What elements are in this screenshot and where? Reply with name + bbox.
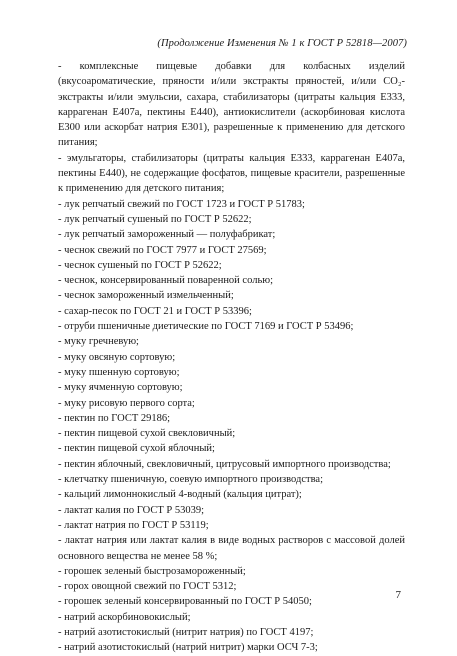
list-item: - муку ячменную сортовую; <box>58 382 183 394</box>
list-item: - лактат натрия или лактат калия в виде водных растворов с массовой долей основного вещества не менее 58 %; <box>58 535 405 562</box>
list-item: - натрий азотистокислый (натрий нитрит) марки ОСЧ 7-3; <box>58 642 318 654</box>
list-item: - отруби пшеничные диетические по ГОСТ 7169 и ГОСТ Р 53496; <box>58 321 354 333</box>
list-item: - пектин по ГОСТ 29186; <box>58 412 171 424</box>
list-item: - чеснок сушеный по ГОСТ Р 52622; <box>58 259 222 271</box>
list-item: - горошек зеленый быстрозамороженный; <box>58 565 246 577</box>
list-item: - пектин яблочный, свекловичный, цитрусовый импортного производства; <box>58 458 391 470</box>
page-number: 7 <box>395 589 401 601</box>
list-item: - лактат калия по ГОСТ Р 53039; <box>58 504 205 516</box>
list-item: - натрий азотистокислый (нитрит натрия) по ГОСТ 4197; <box>58 626 314 638</box>
list-item: - пектин пищевой сухой яблочный; <box>58 443 215 455</box>
list-item: - муку рисовую первого сорта; <box>58 397 195 409</box>
list-item: - горох овощной свежий по ГОСТ 5312; <box>58 581 237 593</box>
list-item: - чеснок свежий по ГОСТ 7977 и ГОСТ 27569; <box>58 244 267 256</box>
list-item: - муку гречневую; <box>58 336 139 348</box>
list-item: - комплексные пищевые добавки для колбасных изделий (вкусоароматические, пряности и/или экстракты пряностей, и/или CO₂-экстракты и/или эмульсии, сахара, стабилизаторы (цитраты кальция Е333, каррагенан Е407а, пектины Е440), антиокислители (аскорбиновая кислота Е300 или аскорбат натрия Е301), разрешенные к применению для детского питания; <box>58 61 405 149</box>
list-item: - чеснок замороженный измельченный; <box>58 290 234 302</box>
list-item: - пектин пищевой сухой свекловичный; <box>58 428 236 440</box>
list-item: - чеснок, консервированный поваренной солью; <box>58 275 273 287</box>
list-item: - клетчатку пшеничную, соевую импортного производства; <box>58 474 323 486</box>
list-item: - лактат натрия по ГОСТ Р 53119; <box>58 519 209 531</box>
list-item: - муку овсяную сортовую; <box>58 351 176 363</box>
list-item: - сахар-песок по ГОСТ 21 и ГОСТ Р 53396; <box>58 305 252 317</box>
list-item: - лук репчатый сушеный по ГОСТ Р 52622; <box>58 213 252 225</box>
list-item: - муку пшенную сортовую; <box>58 366 180 378</box>
list-item: - горошек зеленый консервированный по ГОСТ Р 54050; <box>58 596 312 608</box>
page-header: (Продолжение Изменения № 1 к ГОСТ Р 52818—2007) <box>157 38 407 49</box>
list-item: - кальций лимоннокислый 4-водный (кальция цитрат); <box>58 489 302 501</box>
ingredient-list <box>58 59 405 656</box>
list-item: - эмульгаторы, стабилизаторы (цитраты кальция Е333, каррагенан Е407а, пектины Е440), не содержащие фосфатов, пищевые красители, разрешенные к применению для детского питания; <box>58 152 405 195</box>
list-item: - лук репчатый замороженный — полуфабрикат; <box>58 229 276 241</box>
list-item: - натрий аскорбиновокислый; <box>58 611 191 623</box>
list-item: - лук репчатый свежий по ГОСТ 1723 и ГОСТ Р 51783; <box>58 198 305 210</box>
